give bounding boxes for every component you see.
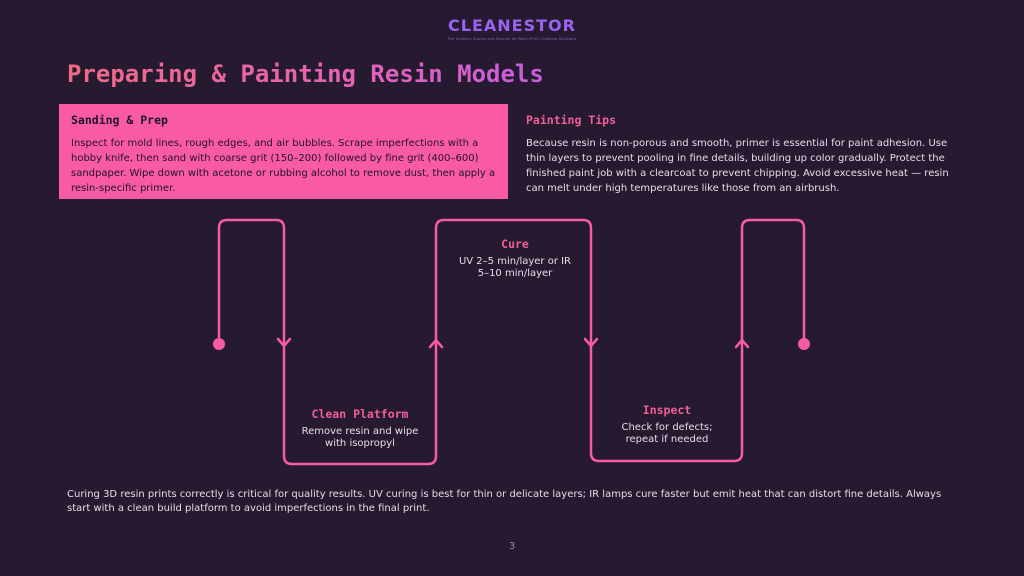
step-title: Inspect	[642, 403, 692, 417]
painting-heading: Painting Tips	[526, 113, 617, 127]
step-text: UV 2–5 min/layer or IR 5–10 min/layer	[458, 256, 572, 279]
step-inspect	[607, 403, 727, 446]
step-clean-platform	[300, 407, 420, 450]
flow-start-dot	[213, 338, 225, 350]
sanding-body: Inspect for mold lines, rough edges, and air bubbles. Scrape imperfections with a hobby knife, then sand with coarse grit (150–200) followed by fine grit (400–600) sandpaper. Wipe down with acetone or rubbing alcohol to remove dust, then apply a resin-specific primer.	[71, 138, 496, 194]
step-title: Clean Platform	[311, 407, 409, 421]
brand-tagline: The Industry Source and Service for Resin Print Cleaning Solutions	[447, 37, 577, 41]
page-title: Preparing & Painting Resin Models	[67, 60, 544, 88]
step-title: Cure	[501, 237, 529, 251]
page-number: 3	[508, 541, 516, 552]
step-text: Check for defects; repeat if needed	[621, 422, 713, 445]
painting-body: Because resin is non-porous and smooth, primer is essential for paint adhesion. Use thin layers to prevent pooling in fine details, building up color gradually. Protect the finished paint job with a clearcoat to prevent chipping. Avoid excessive heat — resin can melt under high temperatures like those from an airbrush.	[526, 138, 949, 194]
step-cure	[456, 237, 574, 280]
footer-note: Curing 3D resin prints correctly is critical for quality results. UV curing is best for thin or delicate layers; IR lamps cure faster but emit heat that can distort fine details. Always start with a clean build platform to avoid imperfections in the final print.	[67, 489, 942, 514]
brand-name: CLEANESTOR	[448, 16, 576, 35]
sanding-heading: Sanding & Prep	[71, 113, 168, 127]
step-text: Remove resin and wipe with isopropyl	[301, 426, 419, 449]
flow-end-dot	[798, 338, 810, 350]
